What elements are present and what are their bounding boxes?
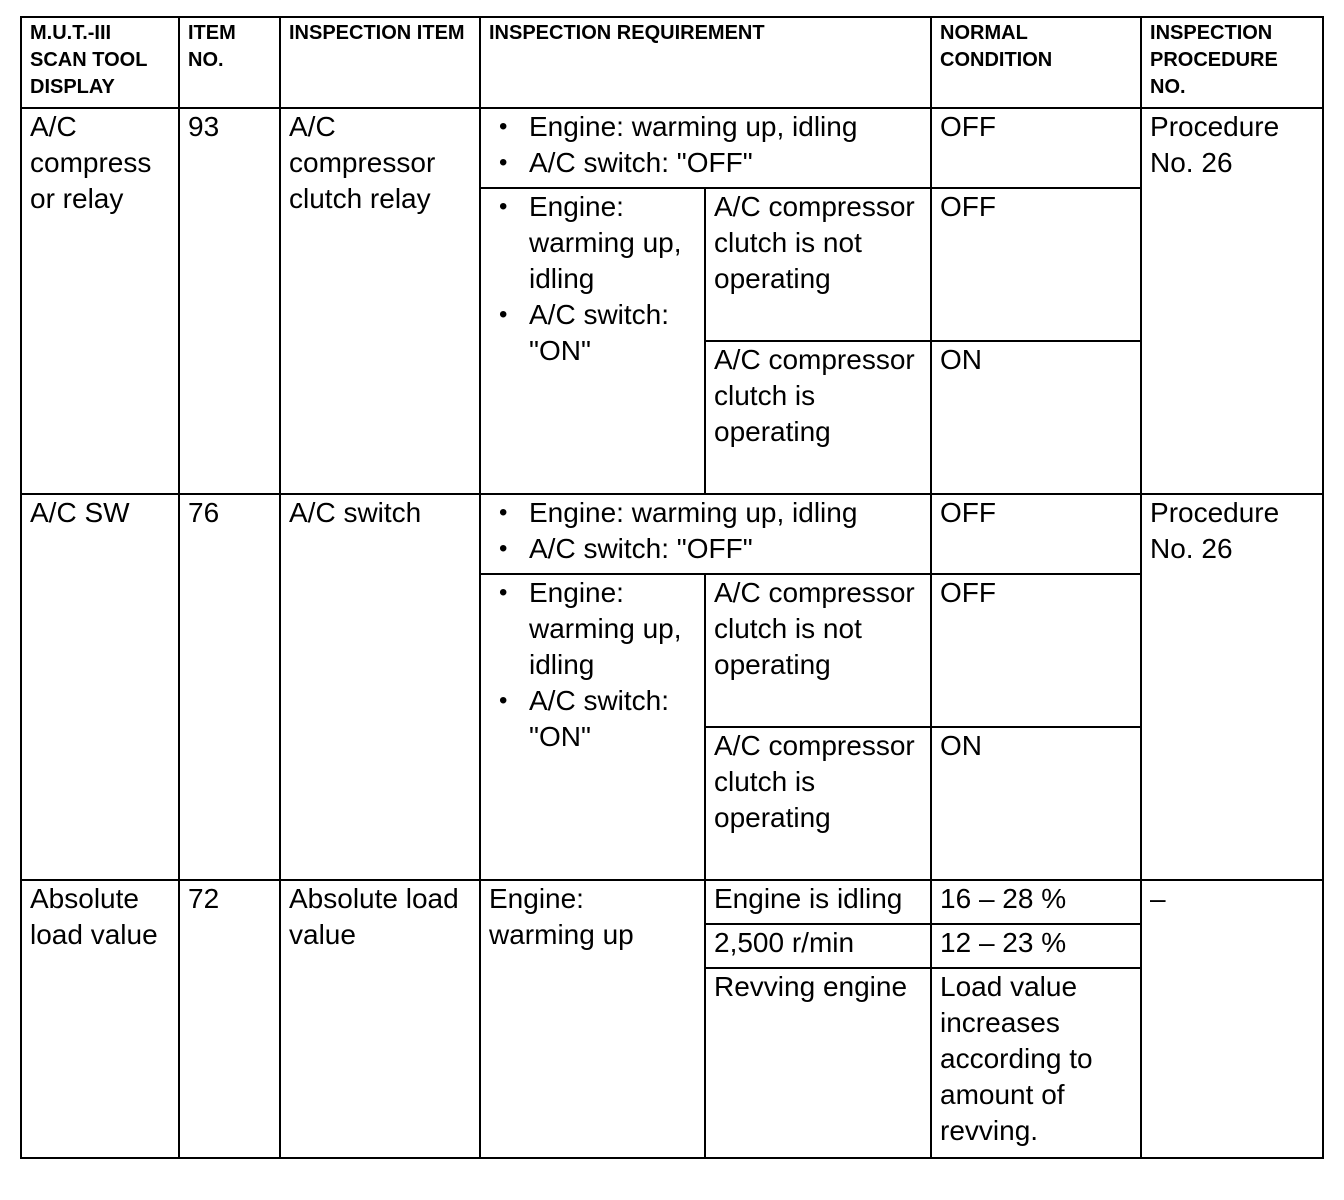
procedure-cell: Procedure No. 26	[1141, 108, 1323, 494]
item-no-cell: 76	[179, 494, 280, 880]
sub-requirement-cell: A/C compressor clutch is not operating	[705, 188, 931, 341]
inspection-item-cell: A/C compressor clutch relay	[280, 108, 480, 494]
normal-condition-cell: ON	[931, 727, 1141, 880]
header-inspection-item: INSPECTION ITEM	[280, 17, 480, 108]
list-item: • A/C switch: "ON"	[529, 297, 696, 369]
requirement-cell: Engine: warming up	[480, 880, 705, 1158]
item-no-cell: 93	[179, 108, 280, 494]
item-no-cell: 72	[179, 880, 280, 1158]
requirement-cell	[480, 574, 705, 880]
normal-condition-cell: OFF	[931, 108, 1141, 188]
normal-condition-cell: Load value increases according to amount of revving.	[931, 968, 1141, 1158]
sub-requirement-cell: 2,500 r/min	[705, 924, 931, 968]
sub-requirement-cell: A/C compressor clutch is operating	[705, 727, 931, 880]
requirement-list	[489, 189, 696, 369]
table-row	[21, 494, 1323, 574]
requirement-cell	[480, 108, 931, 188]
normal-condition-cell: 16 – 28 %	[931, 880, 1141, 924]
requirement-cell	[480, 188, 705, 494]
list-item: • A/C switch: "OFF"	[529, 145, 922, 181]
list-item: • Engine: warming up, idling	[529, 189, 696, 297]
list-item: • A/C switch: "ON"	[529, 683, 696, 755]
list-item: • Engine: warming up, idling	[529, 575, 696, 683]
normal-condition-cell: 12 – 23 %	[931, 924, 1141, 968]
normal-condition-cell: ON	[931, 341, 1141, 494]
sub-requirement-cell: A/C compressor clutch is not operating	[705, 574, 931, 727]
list-item: • Engine: warming up, idling	[529, 109, 922, 145]
header-row	[21, 17, 1323, 108]
normal-condition-cell: OFF	[931, 188, 1141, 341]
requirement-list	[489, 495, 922, 567]
display-cell: Absolute load value	[21, 880, 179, 1158]
header-item-no: ITEM NO.	[179, 17, 280, 108]
sub-requirement-cell: A/C compressor clutch is operating	[705, 341, 931, 494]
table-row	[21, 108, 1323, 188]
header-procedure-no: INSPECTION PROCEDURE NO.	[1141, 17, 1323, 108]
sub-requirement-cell: Revving engine	[705, 968, 931, 1158]
list-item: • A/C switch: "OFF"	[529, 531, 922, 567]
procedure-cell: –	[1141, 880, 1323, 1158]
inspection-item-cell: Absolute load value	[280, 880, 480, 1158]
procedure-cell: Procedure No. 26	[1141, 494, 1323, 880]
requirement-cell	[480, 494, 931, 574]
requirement-list	[489, 575, 696, 755]
inspection-table	[20, 16, 1324, 1159]
list-item: • Engine: warming up, idling	[529, 495, 922, 531]
sub-requirement-cell: Engine is idling	[705, 880, 931, 924]
normal-condition-cell: OFF	[931, 494, 1141, 574]
display-cell: A/C SW	[21, 494, 179, 880]
header-normal-condition: NORMAL CONDITION	[931, 17, 1141, 108]
header-inspection-requirement: INSPECTION REQUIREMENT	[480, 17, 931, 108]
requirement-list	[489, 109, 922, 181]
inspection-item-cell: A/C switch	[280, 494, 480, 880]
display-cell: A/C compress or relay	[21, 108, 179, 494]
header-display: M.U.T.-III SCAN TOOL DISPLAY	[21, 17, 179, 108]
normal-condition-cell: OFF	[931, 574, 1141, 727]
table-row	[21, 880, 1323, 924]
